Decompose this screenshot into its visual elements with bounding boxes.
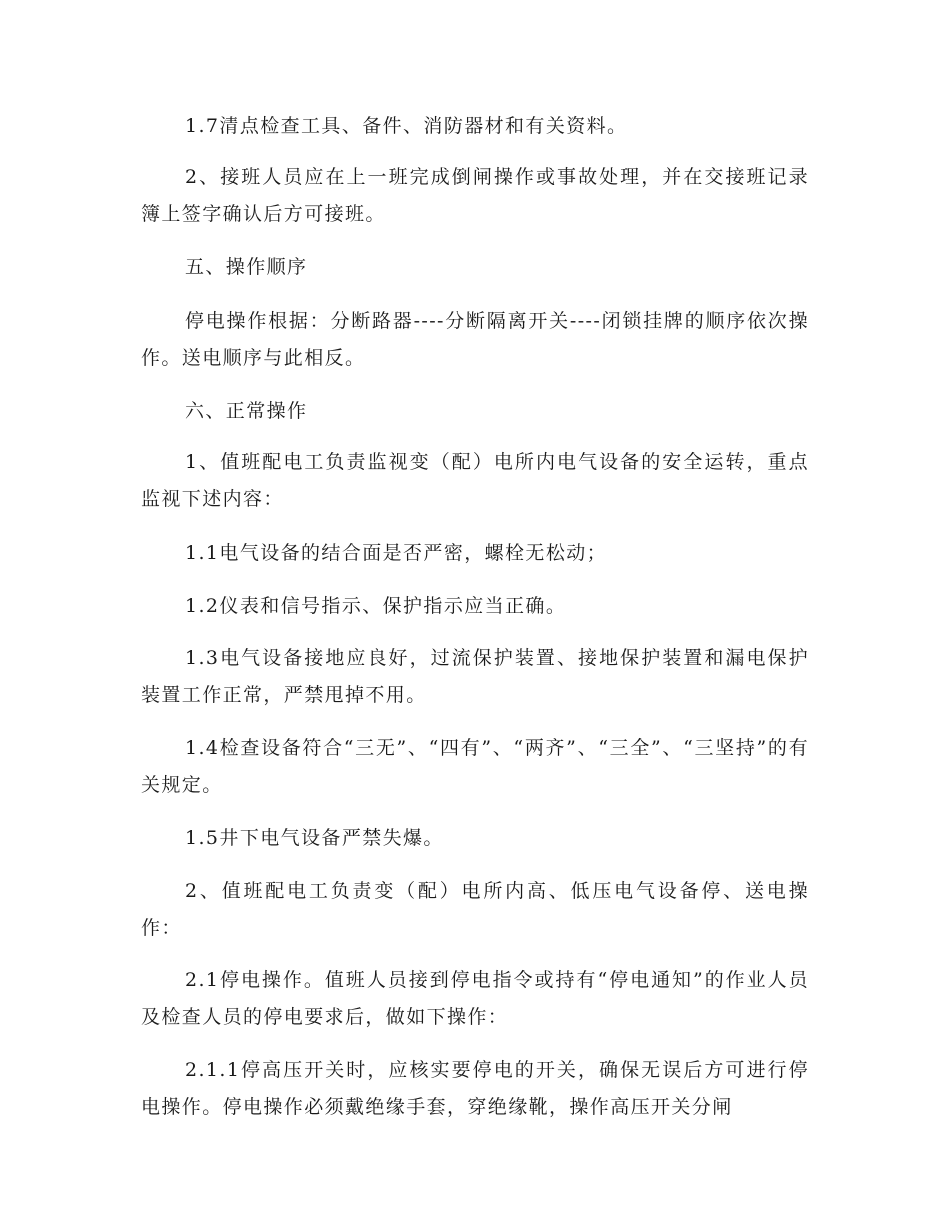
section-heading-operation-order: 五、操作顺序 xyxy=(185,256,308,278)
paragraph-2-1-power-off: 2.1停电操作。值班人员接到停电指令或持有“停电通知”的作业人员及检查人员的停电要求后，做如下操作： xyxy=(141,969,809,1028)
section-heading-normal-operation: 六、正常操作 xyxy=(185,400,308,422)
paragraph-1-7-check-tools: 1.7清点检查工具、备件、消防器材和有关资料。 xyxy=(185,115,628,137)
paragraph-1-2-instruments: 1.2仪表和信号指示、保护指示应当正确。 xyxy=(185,595,567,617)
paragraph-power-off-sequence: 停电操作根据：分断路器----分断隔离开关----闭锁挂牌的顺序依次操作。送电顺序与此相反。 xyxy=(141,310,809,369)
paragraph-1-1-joint-surface: 1.1电气设备的结合面是否严密，螺栓无松动； xyxy=(185,542,608,564)
paragraph-1-4-regulations: 1.4检查设备符合“三无”、“四有”、“两齐”、“三全”、“三坚持”的有关规定。 xyxy=(141,737,809,796)
paragraph-1-monitoring-duty: 1、值班配电工负责监视变（配）电所内电气设备的安全运转，重点监视下述内容： xyxy=(141,451,809,510)
paragraph-2-1-1-high-voltage: 2.1.1停高压开关时，应核实要停电的开关，确保无误后方可进行停电操作。停电操作必须戴绝缘手套，穿绝缘靴，操作高压开关分闸 xyxy=(141,1059,809,1118)
paragraph-1-5-explosion-proof: 1.5井下电气设备严禁失爆。 xyxy=(185,827,444,849)
paragraph-1-3-grounding: 1.3电气设备接地应良好，过流保护装置、接地保护装置和漏电保护装置工作正常，严禁甩掉不用。 xyxy=(141,647,809,706)
paragraph-2-handover-sign: 2、接班人员应在上一班完成倒闸操作或事故处理，并在交接班记录簿上签字确认后方可接班。 xyxy=(141,166,809,225)
paragraph-2-switching-duty: 2、值班配电工负责变（配）电所内高、低压电气设备停、送电操作： xyxy=(141,880,809,939)
